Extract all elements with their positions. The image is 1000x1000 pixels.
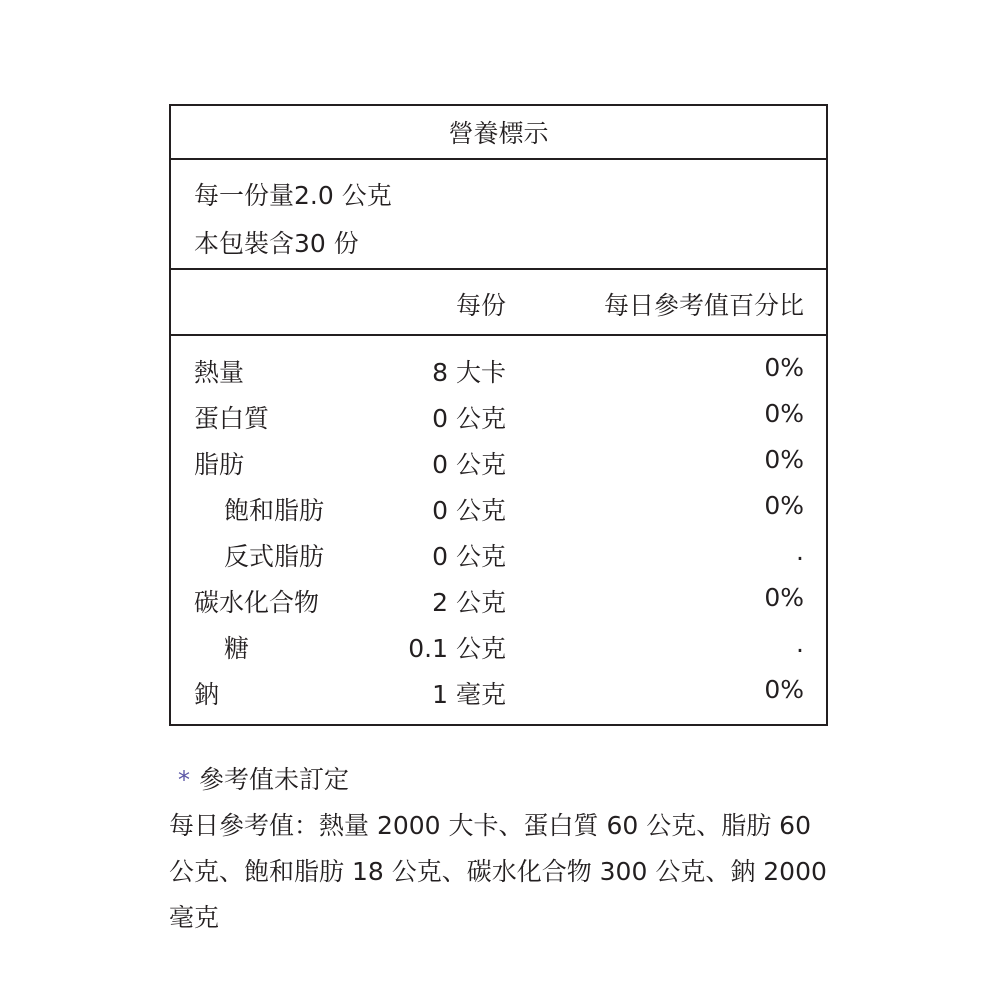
nutrient-amount: 0 公克 — [432, 450, 506, 479]
star-note: 參考值未訂定 — [199, 765, 350, 794]
nutrient-amount: 8 大卡 — [432, 358, 506, 387]
nutrient-name: 碳水化合物 — [194, 588, 320, 617]
nutrient-row-calories — [171, 353, 826, 399]
nutrient-row-trans-fat — [171, 537, 826, 583]
nutrient-row-fat — [171, 445, 826, 491]
nutrient-name: 蛋白質 — [194, 404, 270, 433]
nutrient-list — [171, 353, 826, 721]
nutrient-name: 熱量 — [194, 358, 245, 387]
reference-values-note: 每日參考值：熱量 2000 大卡、蛋白質 60 公克、脂肪 60 公克、飽和脂肪 18 公克、碳水化合物 300 公克、鈉 2000 毫克 — [169, 811, 827, 932]
nutrient-name: 反式脂肪 — [224, 542, 325, 571]
column-header — [171, 270, 826, 336]
nutrient-row-saturated-fat — [171, 491, 826, 537]
servings-per-package: 本包裝含30 份 — [194, 229, 359, 258]
serving-info — [171, 160, 826, 270]
nutrient-row-carbohydrate — [171, 583, 826, 629]
label-title-text: 營養標示 — [448, 119, 549, 148]
nutrient-row-protein — [171, 399, 826, 445]
nutrient-dv: . — [796, 537, 804, 566]
nutrient-row-sugar — [171, 629, 826, 675]
nutrient-name: 飽和脂肪 — [224, 496, 325, 525]
serving-size: 每一份量2.0 公克 — [194, 181, 392, 210]
nutrient-dv: 0% — [764, 491, 804, 520]
nutrient-dv: 0% — [764, 445, 804, 474]
nutrient-name: 糖 — [224, 634, 250, 663]
nutrition-label — [169, 104, 828, 726]
nutrient-amount: 0.1 公克 — [408, 634, 506, 663]
nutrient-dv: 0% — [764, 675, 804, 704]
nutrient-amount: 0 公克 — [432, 496, 506, 525]
star-note-line — [169, 757, 834, 803]
nutrient-dv: 0% — [764, 399, 804, 428]
nutrient-dv: . — [796, 629, 804, 658]
footnotes — [169, 757, 834, 941]
nutrient-amount: 2 公克 — [432, 588, 506, 617]
nutrient-amount: 0 公克 — [432, 404, 506, 433]
nutrient-dv: 0% — [764, 353, 804, 382]
nutrient-dv: 0% — [764, 583, 804, 612]
nutrient-name: 脂肪 — [194, 450, 245, 479]
header-daily-value: 每日參考值百分比 — [603, 291, 804, 320]
header-per-serving: 每份 — [455, 291, 506, 320]
nutrient-name: 鈉 — [194, 680, 220, 709]
label-title — [171, 106, 826, 160]
asterisk-icon: * — [178, 766, 190, 794]
nutrient-row-sodium — [171, 675, 826, 721]
nutrient-amount: 0 公克 — [432, 542, 506, 571]
nutrient-amount: 1 毫克 — [432, 680, 506, 709]
